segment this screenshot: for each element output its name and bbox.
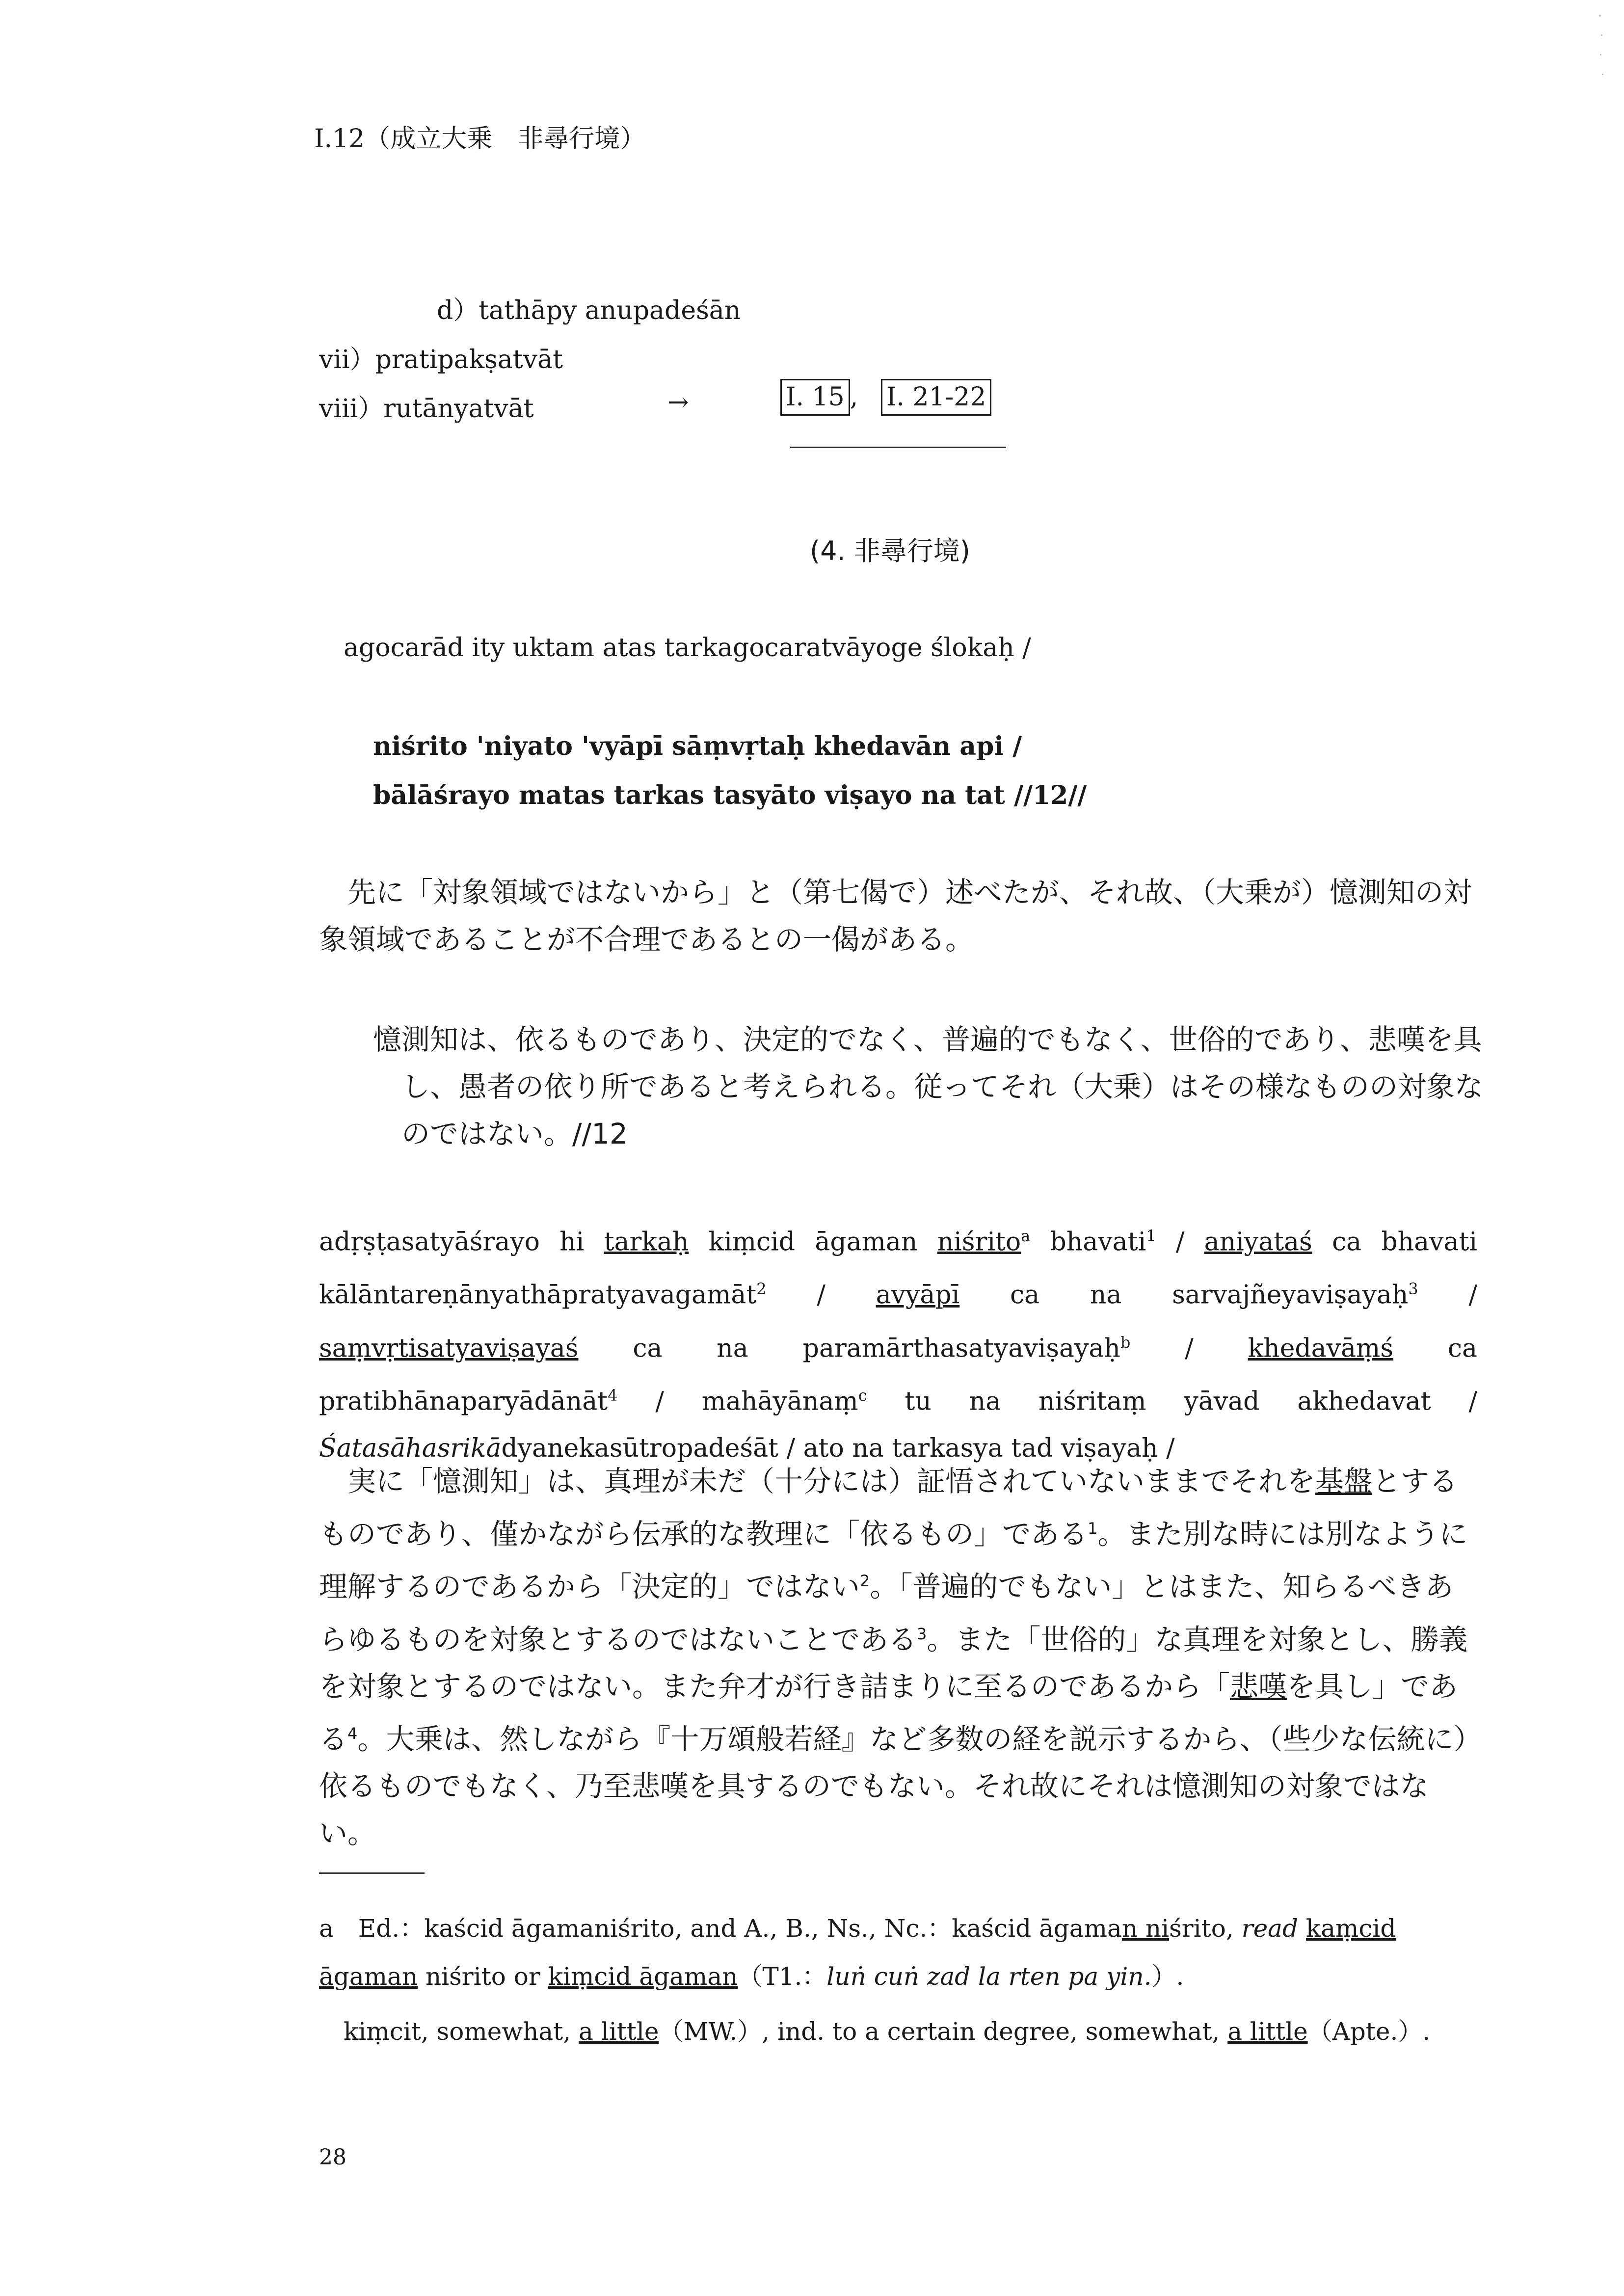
cross-reference (780, 379, 991, 416)
reference-box-1: I. 15 (780, 379, 850, 416)
sanskrit-commentary: adṛṣṭasatyāśrayo hi tarkaḥ kiṃcid āgaman niśrito$^a$ bhavati$^1$ / aniyataś ca bhavati kālāntareṇānyathāpratyavagamāt$^2$ / avyāpī ca na sarvajñeyaviṣayaḥ$^3$ / saṃvṛtisatyaviṣayaś ca na paramārthasatyaviṣayaḥ$^b$ / khedavāṃś ca pratibhānaparyādānāt$^4$ / mahāyānaṃ$^c$ tu na niśritaṃ yāvad akhedavat / Śatasāhasrikādyanekasūtropadeśāt / ato na tarkasya tad viṣayaḥ / (319, 1227, 1478, 1464)
intro-sanskrit: agocarād ity uktam atas tarkagocaratvāyoge ślokaḥ / (344, 633, 1031, 663)
japanese-verse-translation: 憶測知は、依るものであり、決定的でなく、普遍的でもなく、世俗的であり、悲嘆を具し、愚者の依り所であると考えられる。従ってそれ（大乗）はその様なものの対象なのではない。//12 (373, 1023, 1484, 1150)
scan-speck (1602, 74, 1603, 75)
footnote-tibetan: luṅ cuṅ zad la rten pa yin. (826, 1962, 1152, 1991)
footnote-a: a Ed.：kaścid āgamaniśrito, and A., B., Ns., Nc.：kaścid āgaman niśrito, read kaṃcid āgaman niśrito or kiṃcid āgaman（T1.：luṅ cuṅ zad la rten pa yin.）. (319, 1914, 1396, 1991)
reference-comma: , (850, 382, 858, 412)
note-mark-c: c (858, 1386, 867, 1405)
note-mark-a: a (1021, 1227, 1031, 1245)
note-mark-b: b (1120, 1333, 1131, 1352)
scan-speck (1600, 54, 1601, 55)
footnote-lexicon: kiṃcit, somewhat, a little（MW.）, ind. to a certain degree, somewhat, a little（Apte.）. (344, 2017, 1431, 2046)
note-mark-jp-1: 1 (1088, 1519, 1098, 1538)
page-number: 28 (319, 2145, 346, 2170)
footnote-read: read (1241, 1914, 1298, 1943)
term-khedavams: khedavāṃś (1248, 1333, 1394, 1363)
term-tarkah: tarkaḥ (604, 1227, 689, 1257)
reference-box-2: I. 21-22 (881, 379, 992, 416)
note-mark-jp-3: 3 (917, 1624, 927, 1643)
note-mark-jp-4: 4 (347, 1724, 358, 1743)
japanese-intro-paragraph: 先に「対象領域ではないから」と（第七偈で）述べたが、それ故、（大乗が）憶測知の対象領域であることが不合理であるとの一偈がある。 (319, 876, 1472, 956)
scan-speck (1599, 15, 1601, 17)
section-header: I.12（成立大乗 非尋行境） (314, 124, 646, 154)
japanese-commentary-translation: 実に「憶測知」は、真理が未だ（十分には）証悟されていないままでそれを基盤とするものであり、僅かながら伝承的な教理に「依るもの」である$^1$。また別な時には別なように理解するのであるから「決定的」ではない$^2$。「普遍的でもない」とはまた、知らるべきあらゆるものを対象とするのではないことである$^3$。また「世俗的」な真理を対象とし、勝義を対象とするのではない。また弁才が行き詰まりに至るのであるから「悲嘆を具し」である$^4$。大乗は、然しながら『十万頌般若経』など多数の経を説示するから、（些少な伝統に）依るものでもなく、乃至悲嘆を具するのでもない。それ故にそれは憶測知の対象ではない。 (319, 1465, 1468, 1850)
reference-rule (790, 447, 1006, 448)
outline-item-vii: vii）pratipakṣatvāt (319, 345, 563, 374)
term-avyapi: avyāpī (876, 1280, 960, 1310)
verse-line-1: niśrito 'niyato 'vyāpī sāṃvṛtaḥ khedavān api / (373, 731, 1022, 761)
term-nisrito: niśrito (937, 1227, 1021, 1257)
note-mark-2: 2 (756, 1280, 767, 1299)
verse-line-2: bālāśrayo matas tarkas tasyāto viṣayo na tat //12// (373, 780, 1087, 810)
note-mark-4: 4 (608, 1386, 618, 1405)
outline-item-d: d）tathāpy anupadeśān (437, 296, 741, 325)
note-mark-jp-2: 2 (860, 1572, 870, 1591)
subheading: (4. 非尋行境) (810, 535, 970, 566)
scan-speck (1601, 34, 1602, 36)
term-aniyatas: aniyataś (1204, 1227, 1312, 1257)
outline-item-viii: viii）rutānyatvāt (319, 394, 534, 424)
title-satasahasrika: Śatasāhasrikā (319, 1434, 502, 1464)
term-samvrti: saṃvṛtisatyaviṣayaś (319, 1333, 579, 1363)
footnote-rule (319, 1872, 425, 1874)
note-mark-1: 1 (1146, 1227, 1156, 1245)
arrow-icon: → (667, 388, 689, 417)
note-mark-3: 3 (1408, 1280, 1418, 1299)
